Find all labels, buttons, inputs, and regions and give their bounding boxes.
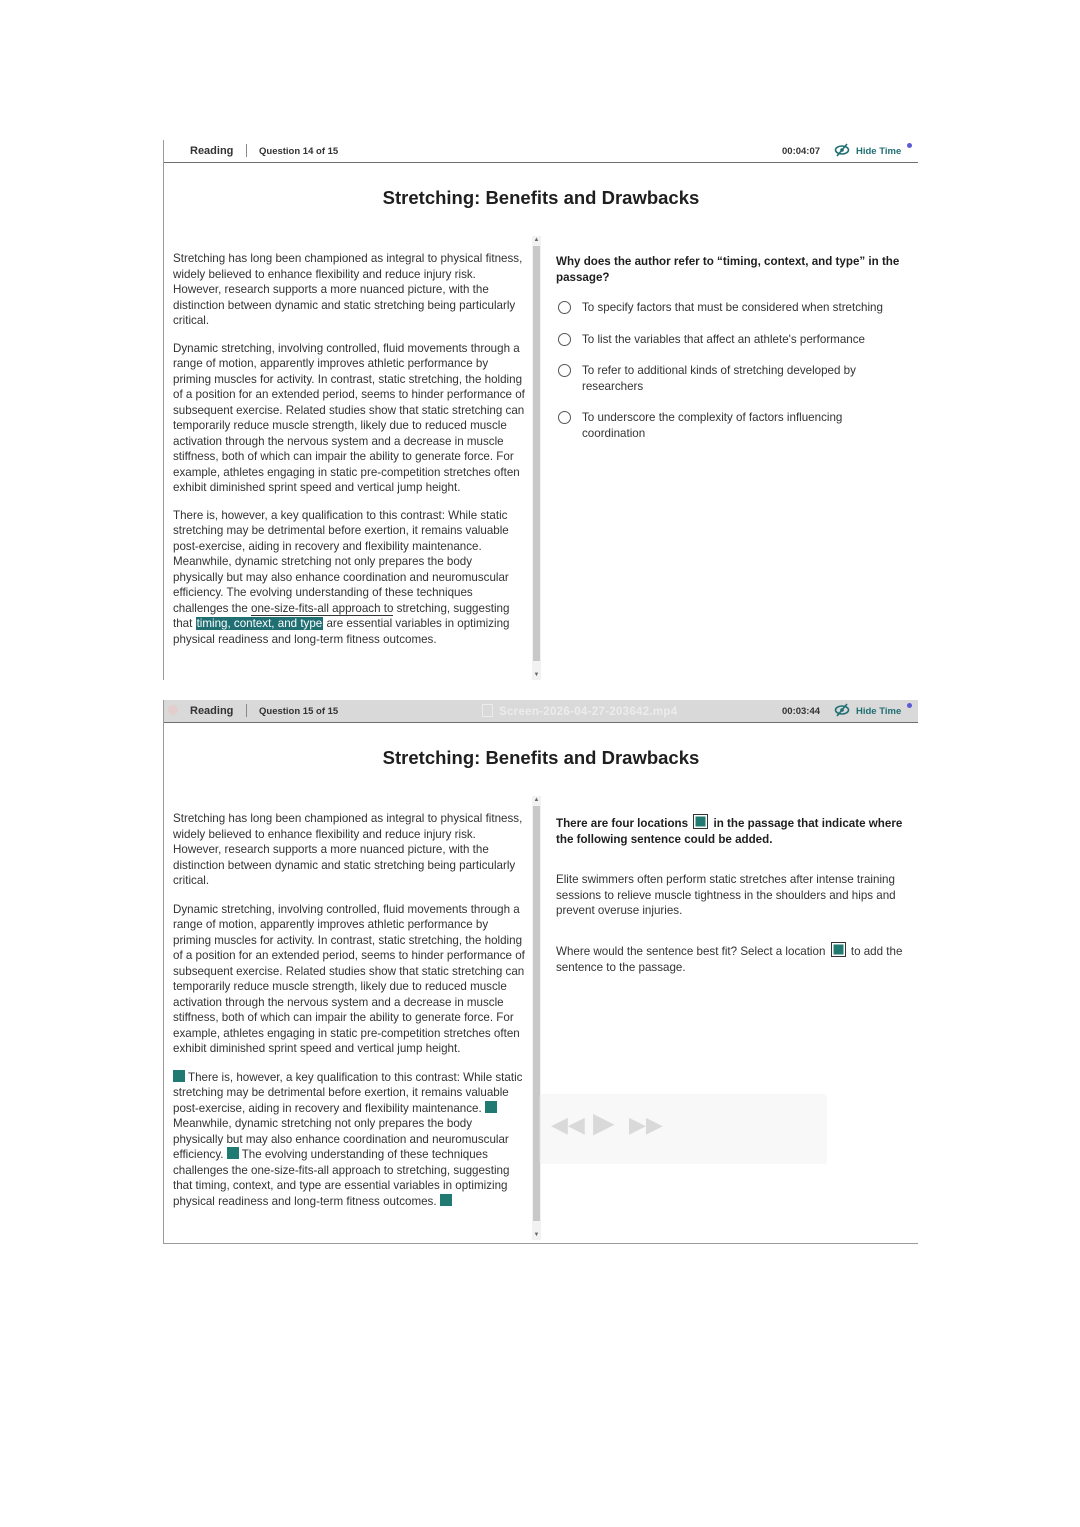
passage-title: Stretching: Benefits and Drawbacks: [382, 187, 700, 208]
sentence-to-insert: Elite swimmers often perform static stretches after intense training sessions to relieve muscle tightness in the shoulders and hips and prevent overuse injuries.: [556, 873, 896, 917]
teal-square-icon: [693, 814, 708, 829]
option-label: To underscore the complexity of factors influencing coordination: [582, 411, 843, 440]
top-bar: [164, 140, 918, 163]
instruction-text: [556, 942, 910, 975]
passage-scrollbar[interactable]: [532, 796, 541, 1240]
option-label: To specify factors that must be considered when stretching: [582, 301, 883, 314]
passage-title: Stretching: Benefits and Drawbacks: [382, 747, 700, 768]
rewind-icon[interactable]: ◀◀: [551, 1112, 585, 1137]
top-bar: [164, 700, 918, 723]
video-player-overlay: [539, 1094, 827, 1164]
text-run: Where would the sentence best fit? Select a location: [556, 945, 829, 958]
insertion-marker-1[interactable]: [173, 1070, 185, 1082]
passage-paragraph-3: [173, 1070, 525, 1210]
text-run: stretching, suggesting that: [173, 601, 510, 630]
answer-options: [556, 300, 908, 457]
option-label: To refer to additional kinds of stretching developed by researchers: [582, 364, 856, 393]
text-run: to add the sentence to the passage.: [556, 945, 903, 974]
insertion-marker-4[interactable]: [440, 1194, 452, 1206]
text-run: in the passage that indicate where the following sentence could be added.: [556, 817, 903, 846]
play-icon[interactable]: ▶: [593, 1107, 615, 1138]
text-run: are essential variables in optimizing physical readiness and long-term fitness outcomes.: [173, 617, 510, 646]
timer: 00:03:44: [782, 706, 821, 717]
option-label: To list the variables that affect an athlete's performance: [582, 332, 865, 346]
question-counter: Question 14 of 15: [259, 146, 339, 157]
scroll-up-arrow-icon[interactable]: ▲: [533, 797, 540, 803]
highlighted-phrase: timing, context, and type: [196, 617, 323, 630]
passage-paragraph-2: Dynamic stretching, involving controlled, fluid movements through a range of motion, apparently improves athletic performance by priming muscles for activity. In contrast, static stretching, the holding of a position for an extended period, seems to hinder performance of subsequent exercise. Related studies show that static stretching can temporarily reduce muscle strength, likely due to reduced muscle activation through the nervous system and a decrease in muscle stiffness, both of which can impair the ability to generate force. For example, athletes engaging in static pre-competition stretches often exhibit diminished sprint speed and vertical jump height.: [173, 341, 525, 494]
eye-slash-icon[interactable]: [834, 703, 850, 717]
passage-paragraph-1: Stretching has long been championed as integral to physical fitness, widely believed to enhance flexibility and reduce injury risk. However, research supports a more nuanced picture, with the distinction between dynamic and static stretching being particularly critical.: [173, 812, 523, 887]
question-prompt: Why does the author refer to “timing, context, and type” in the passage?: [556, 255, 900, 284]
passage-paragraph-3: [173, 508, 525, 648]
underlined-phrase: one-size-fits-all approach to: [251, 601, 394, 615]
passage-scrollbar[interactable]: [532, 236, 541, 680]
notification-dot: [907, 143, 912, 148]
text-run: There are four locations: [556, 817, 692, 830]
radio-button[interactable]: [558, 411, 571, 424]
answer-option-4[interactable]: [556, 410, 908, 441]
text-run: There is, however, a key qualification to this contrast: While static stretching may be detrimental before exertion, it remains valuable post-exercise, aiding in recovery and flexibility maintenance. Meanwhile, dynamic stretching not only prepares the body physically but may also enhance coordination and neuromuscular efficiency. The evolving understanding of these techniques challenges the: [173, 508, 509, 615]
eye-slash-icon[interactable]: [834, 143, 850, 157]
answer-option-3[interactable]: [556, 363, 908, 394]
timer: 00:04:07: [782, 146, 821, 157]
divider: [246, 144, 247, 157]
radio-button[interactable]: [558, 301, 571, 314]
question-counter: Question 15 of 15: [259, 706, 339, 717]
question-prompt: [556, 814, 906, 848]
answer-option-1[interactable]: [556, 300, 908, 316]
hide-time-button[interactable]: Hide Time: [856, 146, 902, 157]
text-run: There is, however, a key qualification to this contrast: While static stretching may be detrimental before exertion, it remains valuable post-exercise, aiding in recovery and flexibility maintenance.: [173, 1070, 523, 1115]
screen-question-14: [163, 140, 918, 680]
scroll-up-arrow-icon[interactable]: ▲: [533, 237, 540, 243]
screen-question-15: [163, 700, 918, 1244]
insertion-marker-2[interactable]: [485, 1101, 497, 1113]
forward-icon[interactable]: ▶▶: [629, 1112, 663, 1137]
section-label: Reading: [190, 705, 234, 717]
answer-option-2[interactable]: [556, 332, 908, 348]
radio-button[interactable]: [558, 364, 571, 377]
teal-square-icon: [831, 942, 846, 957]
file-icon: [482, 704, 493, 717]
passage: [173, 251, 525, 659]
passage: [173, 811, 525, 1222]
divider: [246, 704, 247, 717]
scroll-thumb[interactable]: [533, 246, 540, 661]
filename-text: Screen-2026-04-27-203642.mp4: [499, 706, 678, 718]
text-run: The evolving understanding of these techniques challenges the one-size-fits-all approach to stretching, suggesting that timing, context, and type are essential variables in optimizing physical readiness and long-term fitness outcomes.: [173, 1148, 510, 1208]
text-run: Meanwhile, dynamic stretching not only prepares the body physically but may also enhance coordination and neuromuscular efficiency.: [173, 1117, 509, 1161]
window-dot: [168, 705, 178, 715]
passage-paragraph-1: Stretching has long been championed as integral to physical fitness, widely believed to enhance flexibility and reduce injury risk. However, research supports a more nuanced picture, with the distinction between dynamic and static stretching being particularly critical.: [173, 252, 523, 327]
scroll-down-arrow-icon[interactable]: ▼: [533, 672, 540, 678]
recording-filename: [482, 704, 677, 718]
radio-button[interactable]: [558, 333, 571, 346]
section-label: Reading: [190, 145, 234, 157]
scroll-down-arrow-icon[interactable]: ▼: [533, 1232, 540, 1238]
hide-time-button[interactable]: Hide Time: [856, 706, 902, 717]
notification-dot: [907, 703, 912, 708]
passage-paragraph-2: Dynamic stretching, involving controlled, fluid movements through a range of motion, apparently improves athletic performance by priming muscles for activity. In contrast, static stretching, the holding of a position for an extended period, seems to hinder performance of subsequent exercise. Related studies show that static stretching can temporarily reduce muscle strength, likely due to reduced muscle activation through the nervous system and a decrease in muscle stiffness, both of which can impair the ability to generate force. For example, athletes engaging in static pre-competition stretches often exhibit diminished sprint speed and vertical jump height.: [173, 902, 525, 1055]
insertion-marker-3[interactable]: [227, 1147, 239, 1159]
